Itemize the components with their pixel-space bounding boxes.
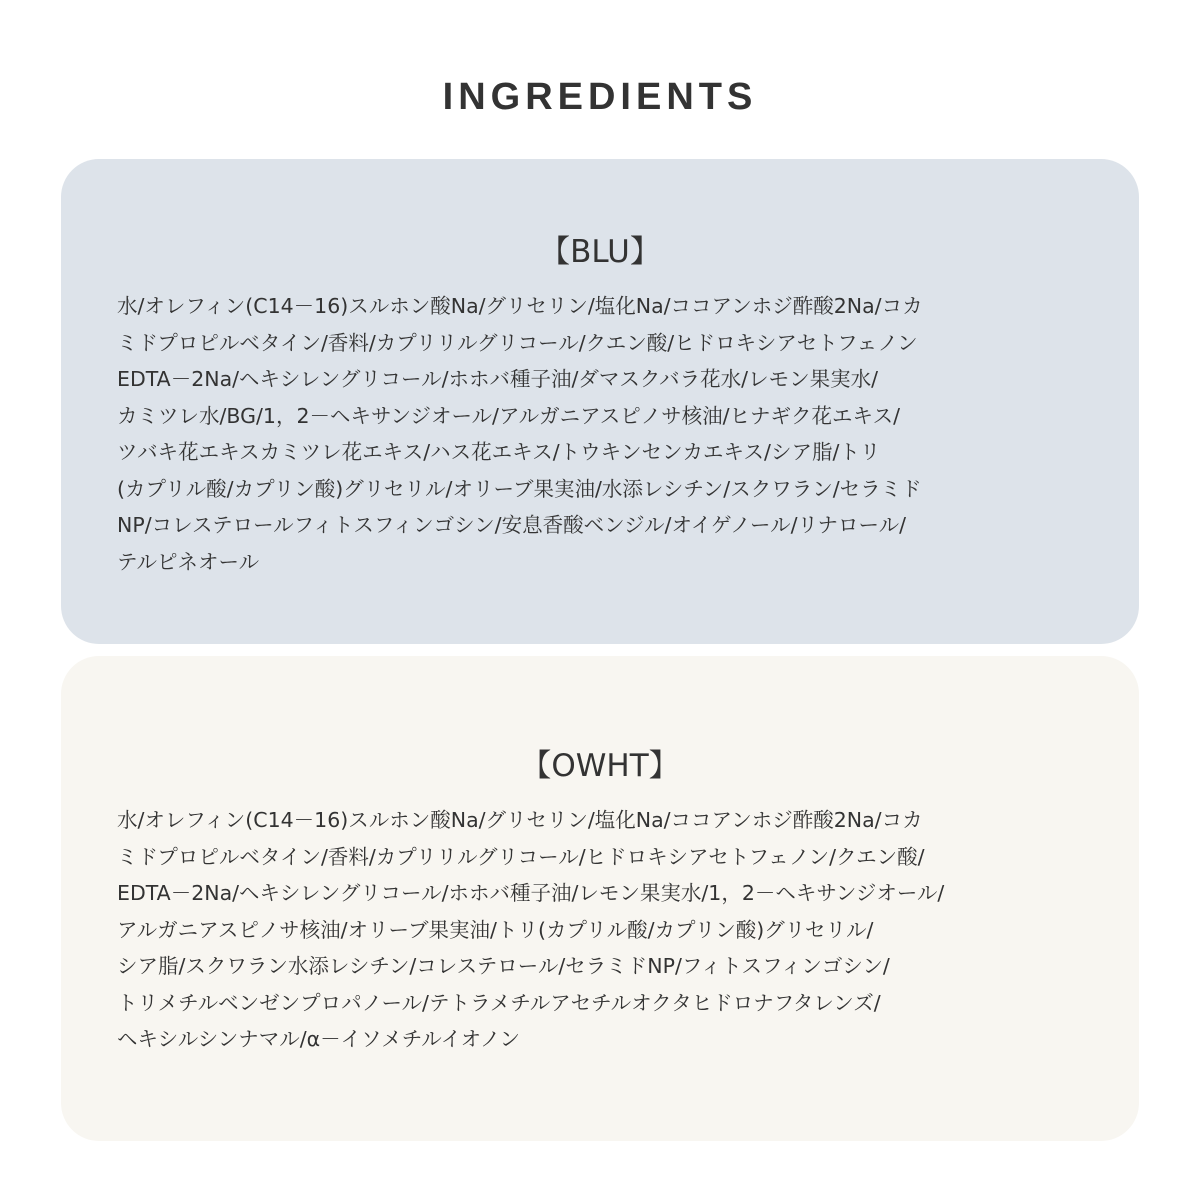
blu-ingredient-list <box>117 288 1119 580</box>
ingredient-line: ミドプロピルベタイン/香料/カプリリルグリコール/クエン酸/ヒドロキシアセトフェノン <box>117 330 918 355</box>
ingredient-line: シア脂/スクワラン水添レシチン/コレステロール/セラミドNP/フィトスフィンゴシン/ <box>117 954 890 978</box>
owht-heading: 【OWHT】 <box>520 748 680 784</box>
ingredient-line: EDTA－2Na/ヘキシレングリコール/ホホバ種子油/ダマスクバラ花水/レモン果実水/ <box>117 367 878 391</box>
ingredient-line: NP/コレステロールフィトスフィンゴシン/安息香酸ベンジル/オイゲノール/リナロール/ <box>117 513 907 537</box>
ingredient-line: EDTA－2Na/ヘキシレングリコール/ホホバ種子油/レモン果実水/1，2－ヘキサンジオール/ <box>117 881 945 905</box>
blu-heading: 【BLU】 <box>539 234 661 270</box>
ingredient-line: アルガニアスピノサ核油/オリーブ果実油/トリ(カプリル酸/カプリン酸)グリセリル/ <box>117 917 874 942</box>
ingredient-line: ツバキ花エキスカミツレ花エキス/ハス花エキス/トウキンセンカエキス/シア脂/トリ <box>117 440 881 464</box>
owht-ingredient-list <box>117 802 1119 1058</box>
blu-ingredients-panel <box>61 159 1139 644</box>
owht-ingredients-panel <box>61 656 1139 1141</box>
ingredient-line: カミツレ水/BG/1，2－ヘキサンジオール/アルガニアスピノサ核油/ヒナギク花エキス/ <box>117 403 901 428</box>
page-title: INGREDIENTS <box>442 76 758 119</box>
ingredient-line: 水/オレフィン(C14－16)スルホン酸Na/グリセリン/塩化Na/ココアンホジ酢酸2Na/コカ <box>117 808 923 832</box>
ingredient-line: トリメチルベンゼンプロパノール/テトラメチルアセチルオクタヒドロナフタレンズ/ <box>117 990 881 1015</box>
ingredient-line: 水/オレフィン(C14－16)スルホン酸Na/グリセリン/塩化Na/ココアンホジ酢酸2Na/コカ <box>117 294 923 318</box>
ingredient-line: (カプリル酸/カプリン酸)グリセリル/オリーブ果実油/水添レシチン/スクワラン/セラミド <box>117 476 922 501</box>
ingredient-line: ヘキシルシンナマル/α－イソメチルイオノン <box>117 1027 521 1051</box>
ingredient-line: テルピネオール <box>117 549 260 574</box>
ingredient-line: ミドプロピルベタイン/香料/カプリリルグリコール/ヒドロキシアセトフェノン/クエン酸/ <box>117 844 925 869</box>
